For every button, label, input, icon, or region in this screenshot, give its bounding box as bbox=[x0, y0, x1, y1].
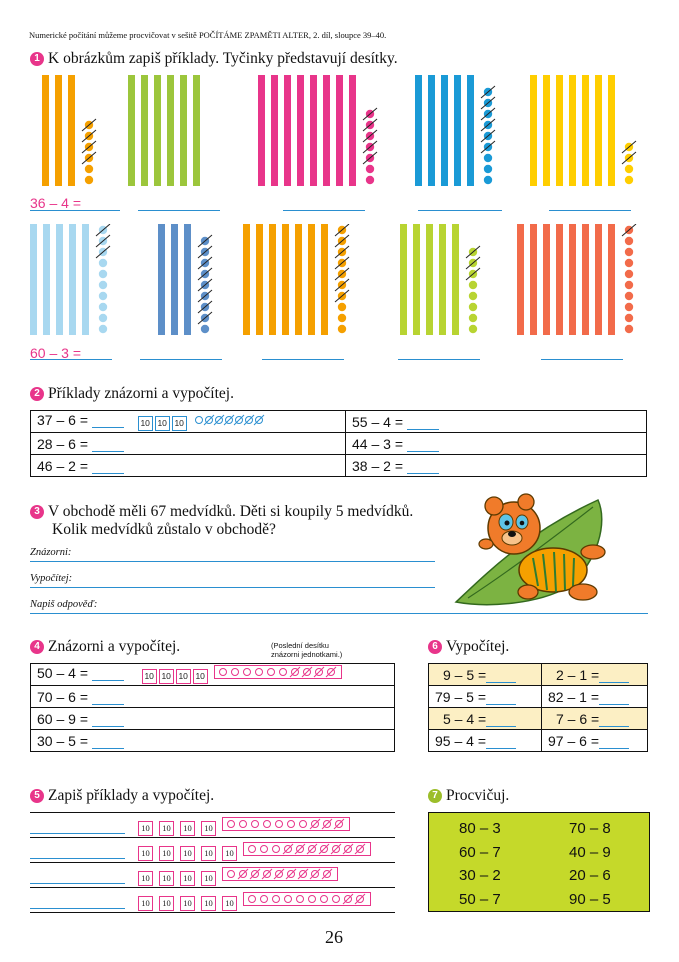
ten-stick bbox=[141, 75, 148, 186]
ten-box: 10 bbox=[180, 871, 195, 886]
cross-mark bbox=[335, 268, 349, 280]
ones-box bbox=[222, 817, 350, 831]
table-row bbox=[31, 730, 395, 752]
ex3-line2: Kolik medvídků zůstalo v obchodě? bbox=[52, 521, 276, 538]
ten-box: 10 bbox=[172, 416, 187, 431]
ten-box: 10 bbox=[159, 846, 174, 861]
one-dot bbox=[366, 176, 374, 184]
one-dot bbox=[249, 846, 256, 853]
one-dot bbox=[99, 259, 107, 267]
ten-box: 10 bbox=[142, 669, 157, 684]
one-dot bbox=[300, 821, 307, 828]
ten-stick bbox=[428, 75, 435, 186]
ex1-answer-line[interactable] bbox=[140, 359, 222, 360]
ten-stick bbox=[154, 75, 161, 186]
cross-mark bbox=[198, 257, 212, 269]
one-dot bbox=[338, 303, 346, 311]
one-dot bbox=[366, 165, 374, 173]
ten-stick bbox=[582, 224, 589, 335]
ex4-hint-line1: (Poslední desítku bbox=[271, 641, 329, 650]
table-row bbox=[429, 708, 648, 730]
ten-stick bbox=[413, 224, 420, 335]
workbook-note: Numerické počítání můžeme procvičovat v sešitě POČÍTÁME ZPAMĚTI ALTER, 2. díl, sloupce 39–40. bbox=[29, 30, 387, 40]
table-row bbox=[31, 411, 647, 433]
ten-stick bbox=[323, 75, 330, 186]
ten-stick bbox=[258, 75, 265, 186]
ten-stick bbox=[271, 75, 278, 186]
ex2-cell[interactable] bbox=[31, 411, 346, 433]
page-number: 26 bbox=[325, 927, 343, 947]
ten-box: 10 bbox=[159, 669, 174, 684]
table-row bbox=[429, 686, 648, 708]
one-dot bbox=[201, 325, 209, 333]
cross-mark bbox=[198, 279, 212, 291]
ten-stick bbox=[56, 224, 63, 335]
teddy-bear-illustration bbox=[448, 492, 648, 610]
ex2-cell[interactable] bbox=[346, 455, 647, 477]
ex6-cell[interactable] bbox=[429, 730, 542, 752]
ex1-answer-line[interactable] bbox=[262, 359, 344, 360]
ten-stick bbox=[256, 224, 263, 335]
ten-box: 10 bbox=[159, 896, 174, 911]
stick-group bbox=[400, 224, 485, 335]
ex5-answer-line[interactable] bbox=[30, 833, 125, 834]
one-dot bbox=[261, 846, 268, 853]
one-dot bbox=[99, 325, 107, 333]
ten-stick bbox=[582, 75, 589, 186]
one-dot bbox=[85, 165, 93, 173]
ex5-heading bbox=[30, 787, 214, 805]
one-dot bbox=[240, 821, 247, 828]
ex2-example: 37 – 6 = bbox=[37, 412, 88, 428]
ex2-cell[interactable] bbox=[31, 433, 346, 455]
cross-mark bbox=[198, 301, 212, 313]
stick-group bbox=[517, 224, 641, 335]
one-dot bbox=[625, 281, 633, 289]
ex2-cell[interactable] bbox=[346, 433, 647, 455]
ex2-heading bbox=[30, 385, 234, 403]
one-dot bbox=[261, 896, 268, 903]
table-row bbox=[30, 887, 395, 913]
ten-box: 10 bbox=[180, 846, 195, 861]
ten-stick bbox=[556, 224, 563, 335]
one-dot bbox=[309, 896, 316, 903]
one-dot bbox=[333, 896, 340, 903]
one-dot bbox=[469, 292, 477, 300]
cross-mark bbox=[198, 268, 212, 280]
ones-dots bbox=[246, 843, 368, 855]
ex7-example: 60 – 7 bbox=[459, 843, 501, 861]
ten-stick bbox=[608, 75, 615, 186]
ten-stick bbox=[68, 75, 75, 186]
ex7-col2 bbox=[569, 817, 611, 911]
table-row bbox=[31, 664, 395, 686]
ex6-cell[interactable] bbox=[542, 664, 648, 686]
ten-stick bbox=[193, 75, 200, 186]
ten-stick bbox=[452, 224, 459, 335]
ex6-example: 79 – 5 = bbox=[435, 688, 486, 705]
ten-box: 10 bbox=[201, 821, 216, 836]
one-dot bbox=[273, 896, 280, 903]
ten-box: 10 bbox=[155, 416, 170, 431]
ex5-answer-line[interactable] bbox=[30, 883, 125, 884]
ten-box: 10 bbox=[138, 871, 153, 886]
one-dot bbox=[321, 896, 328, 903]
ones-box bbox=[243, 892, 371, 906]
ex6-cell[interactable] bbox=[429, 686, 542, 708]
ten-stick bbox=[180, 75, 187, 186]
ex1-answer-line[interactable] bbox=[541, 359, 623, 360]
cross-mark bbox=[335, 279, 349, 291]
one-dot bbox=[273, 846, 280, 853]
ex3-label-answer: Napiš odpověď: bbox=[30, 599, 98, 610]
ex3-number: 3 bbox=[30, 505, 44, 519]
ten-stick bbox=[517, 224, 524, 335]
ten-stick bbox=[284, 75, 291, 186]
ten-box: 10 bbox=[180, 896, 195, 911]
ten-stick bbox=[310, 75, 317, 186]
ten-stick bbox=[171, 224, 178, 335]
ten-box: 10 bbox=[159, 871, 174, 886]
ten-box: 10 bbox=[138, 846, 153, 861]
table-row bbox=[30, 812, 395, 837]
one-dot bbox=[625, 325, 633, 333]
ten-stick bbox=[55, 75, 62, 186]
ex1-answer-line[interactable] bbox=[283, 210, 365, 211]
ones-dots bbox=[225, 818, 347, 830]
cross-mark bbox=[335, 257, 349, 269]
ex6-example: 95 – 4 = bbox=[435, 732, 486, 749]
ten-stick bbox=[167, 75, 174, 186]
ex4-hint-line2: znázorni jednotkami.) bbox=[271, 650, 343, 659]
ex6-cell[interactable] bbox=[542, 708, 648, 730]
ten-stick bbox=[569, 224, 576, 335]
ex1-first-example-row1: 36 – 4 = bbox=[30, 195, 81, 211]
ones-dots bbox=[225, 868, 335, 880]
ex1-first-example-row2: 60 – 3 = bbox=[30, 345, 81, 361]
one-dot bbox=[85, 176, 93, 184]
one-dot bbox=[338, 314, 346, 322]
ten-stick bbox=[349, 75, 356, 186]
ex5-table bbox=[30, 812, 395, 913]
ex6-example: 9 – 5 = bbox=[443, 666, 487, 683]
ten-stick bbox=[439, 224, 446, 335]
ten-box: 10 bbox=[138, 896, 153, 911]
ones-box bbox=[222, 867, 338, 881]
ex3-draw-line[interactable] bbox=[30, 561, 435, 562]
ones-dots bbox=[246, 893, 368, 905]
ones-box bbox=[214, 665, 342, 679]
ex5-title: Zapiš příklady a vypočítej. bbox=[48, 787, 215, 804]
ten-stick bbox=[569, 75, 576, 186]
ten-box: 10 bbox=[193, 669, 208, 684]
ex2-example: 38 – 2 = bbox=[352, 457, 403, 474]
ten-stick bbox=[269, 224, 276, 335]
ex7-example: 50 – 7 bbox=[459, 890, 501, 908]
ten-box: 10 bbox=[138, 821, 153, 836]
ex4-cell[interactable] bbox=[31, 664, 395, 686]
ten-stick bbox=[530, 224, 537, 335]
one-dot bbox=[484, 176, 492, 184]
ex6-heading bbox=[428, 638, 509, 656]
ten-stick bbox=[608, 224, 615, 335]
ten-stick bbox=[297, 75, 304, 186]
one-dot bbox=[469, 325, 477, 333]
ones-box bbox=[243, 842, 371, 856]
ten-box: 10 bbox=[222, 896, 237, 911]
ex4-title: Znázorni a vypočítej. bbox=[48, 638, 181, 655]
ex4-example: 50 – 4 = bbox=[37, 665, 88, 681]
ten-stick bbox=[69, 224, 76, 335]
stick-group bbox=[415, 75, 500, 186]
ten-stick bbox=[543, 224, 550, 335]
ten-stick bbox=[467, 75, 474, 186]
ex2-title: Příklady znázorni a vypočítej. bbox=[48, 385, 234, 402]
one-dot bbox=[625, 292, 633, 300]
ex7-number: 7 bbox=[428, 789, 442, 803]
one-dot bbox=[625, 314, 633, 322]
ten-stick bbox=[400, 224, 407, 335]
ex1-answer-line[interactable] bbox=[138, 210, 220, 211]
ex6-cell[interactable] bbox=[429, 708, 542, 730]
one-dot bbox=[625, 165, 633, 173]
ex3-answer-line[interactable] bbox=[30, 613, 648, 614]
ten-stick bbox=[336, 75, 343, 186]
table-row bbox=[429, 730, 648, 752]
stick-group bbox=[243, 224, 354, 335]
stick-group bbox=[530, 75, 641, 186]
ten-stick bbox=[415, 75, 422, 186]
one-dot bbox=[625, 303, 633, 311]
ex1-title: K obrázkům zapiš příklady. Tyčinky představují desítky. bbox=[48, 50, 398, 67]
ten-stick bbox=[556, 75, 563, 186]
ex2-example: 46 – 2 = bbox=[37, 457, 88, 474]
ex7-box bbox=[428, 812, 650, 912]
ex4-example: 70 – 6 = bbox=[37, 688, 88, 705]
one-dot bbox=[99, 270, 107, 278]
one-dot bbox=[249, 896, 256, 903]
ex4-example: 60 – 9 = bbox=[37, 710, 88, 727]
ten-box: 10 bbox=[201, 846, 216, 861]
table-row bbox=[31, 708, 395, 730]
ten-stick bbox=[295, 224, 302, 335]
ex7-example: 80 – 3 bbox=[459, 820, 501, 837]
table-row bbox=[30, 837, 395, 862]
cross-mark bbox=[198, 290, 212, 302]
ex1-answer-line[interactable] bbox=[398, 359, 480, 360]
ex6-table bbox=[428, 663, 648, 752]
ex6-number: 6 bbox=[428, 640, 442, 654]
ex6-example: 2 – 1 = bbox=[556, 666, 600, 683]
one-dot bbox=[99, 314, 107, 322]
one-dot bbox=[285, 896, 292, 903]
ten-box: 10 bbox=[201, 871, 216, 886]
one-dot bbox=[252, 821, 259, 828]
ten-stick bbox=[441, 75, 448, 186]
ex2-cell[interactable] bbox=[346, 411, 647, 433]
ex2-example: 28 – 6 = bbox=[37, 435, 88, 452]
ten-stick bbox=[321, 224, 328, 335]
one-dot bbox=[625, 176, 633, 184]
ex6-cell[interactable] bbox=[542, 686, 648, 708]
ex1-answer-line[interactable] bbox=[418, 210, 502, 211]
ten-stick bbox=[158, 224, 165, 335]
one-dot bbox=[625, 237, 633, 245]
stick-group bbox=[158, 224, 217, 335]
ex4-cell[interactable] bbox=[31, 708, 395, 730]
stick-group bbox=[42, 75, 101, 186]
ten-stick bbox=[426, 224, 433, 335]
ten-stick bbox=[543, 75, 550, 186]
ex6-cell[interactable] bbox=[429, 664, 542, 686]
ex4-number: 4 bbox=[30, 640, 44, 654]
ex2-number: 2 bbox=[30, 387, 44, 401]
ten-stick bbox=[308, 224, 315, 335]
cross-mark bbox=[466, 257, 480, 269]
ex7-example: 90 – 5 bbox=[569, 890, 611, 908]
one-dot bbox=[484, 154, 492, 162]
ex7-col1 bbox=[459, 817, 501, 911]
ex4-table bbox=[30, 663, 395, 752]
one-dot bbox=[276, 821, 283, 828]
ex3-label-calc: Vypočítej: bbox=[30, 573, 73, 584]
stick-group bbox=[128, 75, 226, 186]
ten-stick bbox=[43, 224, 50, 335]
ex5-answer-line[interactable] bbox=[30, 858, 125, 859]
ex1-answer-line[interactable] bbox=[30, 359, 112, 360]
ex1-number: 1 bbox=[30, 52, 44, 66]
ex7-title: Procvičuj. bbox=[446, 787, 510, 804]
table-row bbox=[30, 862, 395, 887]
ones-dots-sample bbox=[193, 414, 293, 426]
cross-mark bbox=[198, 312, 212, 324]
one-dot bbox=[469, 303, 477, 311]
ex7-example: 70 – 8 bbox=[569, 820, 611, 837]
ex4-example: 30 – 5 = bbox=[37, 732, 88, 749]
ex6-example: 97 – 6 = bbox=[548, 732, 599, 749]
one-dot bbox=[625, 259, 633, 267]
table-row bbox=[31, 433, 647, 455]
ex7-heading bbox=[428, 787, 509, 805]
one-dot bbox=[338, 325, 346, 333]
ex2-example: 44 – 3 = bbox=[352, 435, 403, 452]
ten-stick bbox=[184, 224, 191, 335]
ex5-answer-line[interactable] bbox=[30, 908, 125, 909]
ex7-example: 30 – 2 bbox=[459, 867, 501, 884]
one-dot bbox=[228, 821, 235, 828]
ten-stick bbox=[530, 75, 537, 186]
ex6-example: 7 – 6 = bbox=[556, 710, 600, 727]
table-row bbox=[31, 455, 647, 477]
one-dot bbox=[297, 896, 304, 903]
ten-box: 10 bbox=[180, 821, 195, 836]
ex5-number: 5 bbox=[30, 789, 44, 803]
ex6-title: Vypočítej. bbox=[446, 638, 510, 655]
stick-group bbox=[258, 75, 382, 186]
ten-box: 10 bbox=[159, 821, 174, 836]
one-dot bbox=[469, 281, 477, 289]
stick-group bbox=[30, 224, 115, 335]
one-dot bbox=[484, 165, 492, 173]
ex6-example: 5 – 4 = bbox=[443, 710, 487, 727]
ten-box: 10 bbox=[201, 896, 216, 911]
one-dot bbox=[469, 314, 477, 322]
ex1-answer-line[interactable] bbox=[549, 210, 631, 211]
ex2-cell[interactable] bbox=[31, 455, 346, 477]
cross-mark bbox=[335, 290, 349, 302]
ex1-answer-line[interactable] bbox=[30, 210, 120, 211]
ex4-cell[interactable] bbox=[31, 730, 395, 752]
ten-stick bbox=[595, 224, 602, 335]
cross-mark bbox=[466, 268, 480, 280]
one-dot bbox=[288, 821, 295, 828]
ex2-table bbox=[30, 410, 647, 477]
one-dot bbox=[99, 303, 107, 311]
one-dot bbox=[228, 871, 235, 878]
ex7-example: 40 – 9 bbox=[569, 843, 611, 861]
ex7-example: 20 – 6 bbox=[569, 867, 611, 884]
one-dot bbox=[625, 270, 633, 278]
one-dot bbox=[264, 821, 271, 828]
ex4-cell[interactable] bbox=[31, 686, 395, 708]
ex3-label-draw: Znázorni: bbox=[30, 547, 72, 558]
one-dot bbox=[99, 292, 107, 300]
ones-dots bbox=[217, 666, 339, 678]
ex4-heading bbox=[30, 638, 180, 656]
ten-stick bbox=[128, 75, 135, 186]
one-dot bbox=[99, 281, 107, 289]
ten-stick bbox=[454, 75, 461, 186]
ten-stick bbox=[82, 224, 89, 335]
ten-stick bbox=[30, 224, 37, 335]
ex4-hint bbox=[271, 641, 342, 659]
ten-stick bbox=[243, 224, 250, 335]
ex1-heading bbox=[30, 50, 398, 68]
ex3-line1: V obchodě měli 67 medvídků. Děti si koupily 5 medvídků. bbox=[48, 503, 414, 520]
ten-stick bbox=[282, 224, 289, 335]
one-dot bbox=[625, 248, 633, 256]
ex3-calc-line[interactable] bbox=[30, 587, 435, 588]
table-row bbox=[429, 664, 648, 686]
ten-stick bbox=[42, 75, 49, 186]
ten-box: 10 bbox=[138, 416, 153, 431]
ten-box: 10 bbox=[176, 669, 191, 684]
ex6-example: 82 – 1 = bbox=[548, 688, 599, 705]
ex3-heading bbox=[30, 503, 413, 521]
ex2-example: 55 – 4 = bbox=[352, 413, 403, 430]
ten-stick bbox=[595, 75, 602, 186]
ten-box: 10 bbox=[222, 846, 237, 861]
table-row bbox=[31, 686, 395, 708]
ex6-cell[interactable] bbox=[542, 730, 648, 752]
